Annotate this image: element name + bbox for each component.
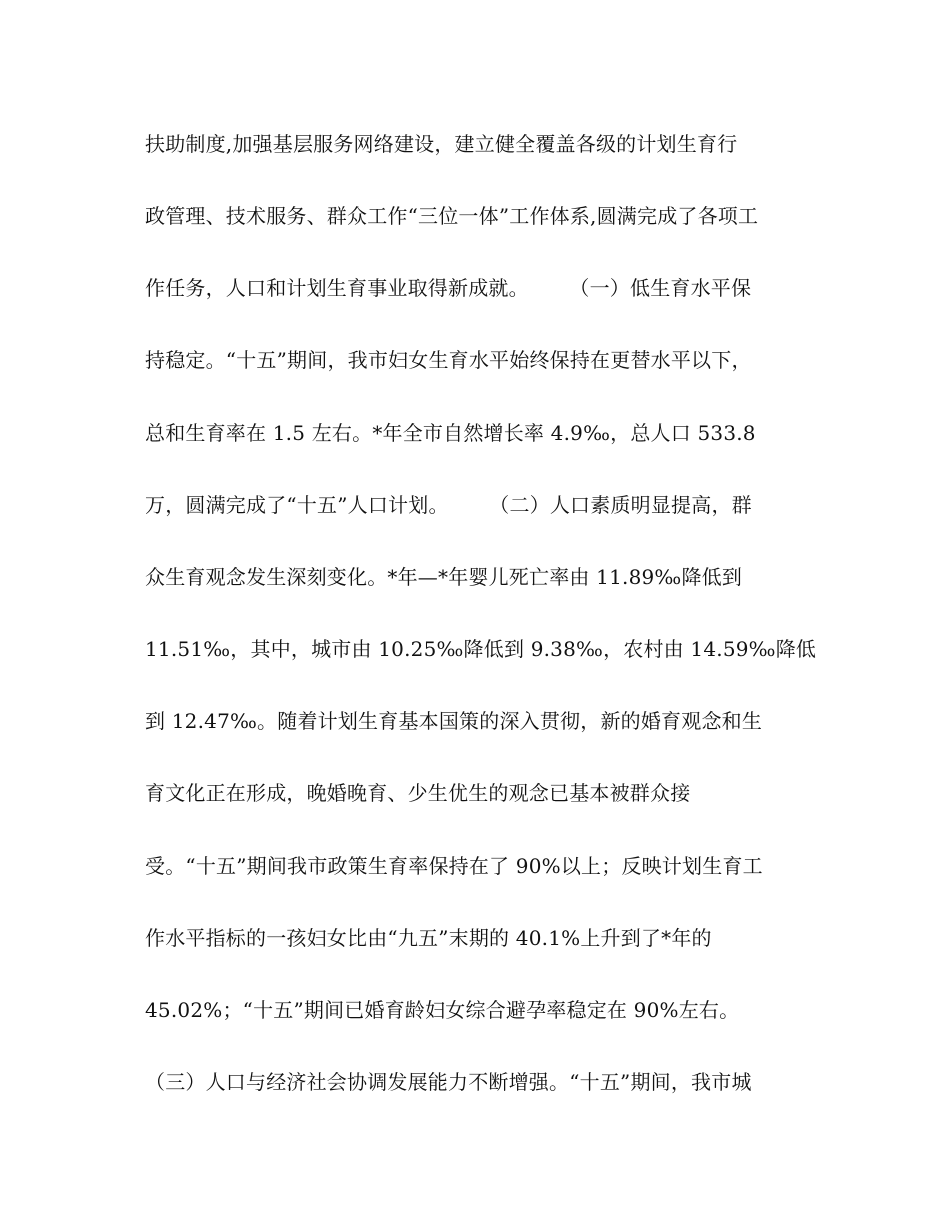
text-line-11: 受。“十五”期间我市政策生育率保持在了 90%以上；反映计划生育工 [145,854,763,878]
text-line-9: 到 12.47‰。随着计划生育基本国策的深入贯彻，新的婚育观念和生 [145,709,763,733]
text-line-5: 总和生育率在 1.5 左右。*年全市自然增长率 4.9‰，总人口 533.8 [145,421,756,445]
text-line-2: 政管理、技术服务、群众工作“三位一体”工作体系,圆满完成了各项工 [145,204,759,228]
text-line-1: 扶助制度,加强基层服务网络建设，建立健全覆盖各级的计划生育行 [145,132,738,156]
text-line-6: 万，圆满完成了“十五”人口计划。 （二）人口素质明显提高，群 [145,493,752,517]
text-line-14: （三）人口与经济社会协调发展能力不断增强。“十五”期间，我市城 [145,1070,752,1094]
text-line-12: 作水平指标的一孩妇女比由“九五”末期的 40.1%上升到了*年的 [145,926,712,950]
text-line-13: 45.02%；“十五”期间已婚育龄妇女综合避孕率稳定在 90%左右。 [145,998,740,1022]
text-line-3: 作任务，人口和计划生育事业取得新成就。 （一）低生育水平保 [145,276,752,300]
text-line-10: 育文化正在形成，晚婚晚育、少生优生的观念已基本被群众接 [145,781,691,805]
text-line-7: 众生育观念发生深刻变化。*年—*年婴儿死亡率由 11.89‰降低到 [145,565,743,589]
text-line-4: 持稳定。“十五”期间，我市妇女生育水平始终保持在更替水平以下， [145,348,752,372]
text-line-8: 11.51‰，其中，城市由 10.25‰降低到 9.38‰，农村由 14.59‰降低 [145,637,817,661]
